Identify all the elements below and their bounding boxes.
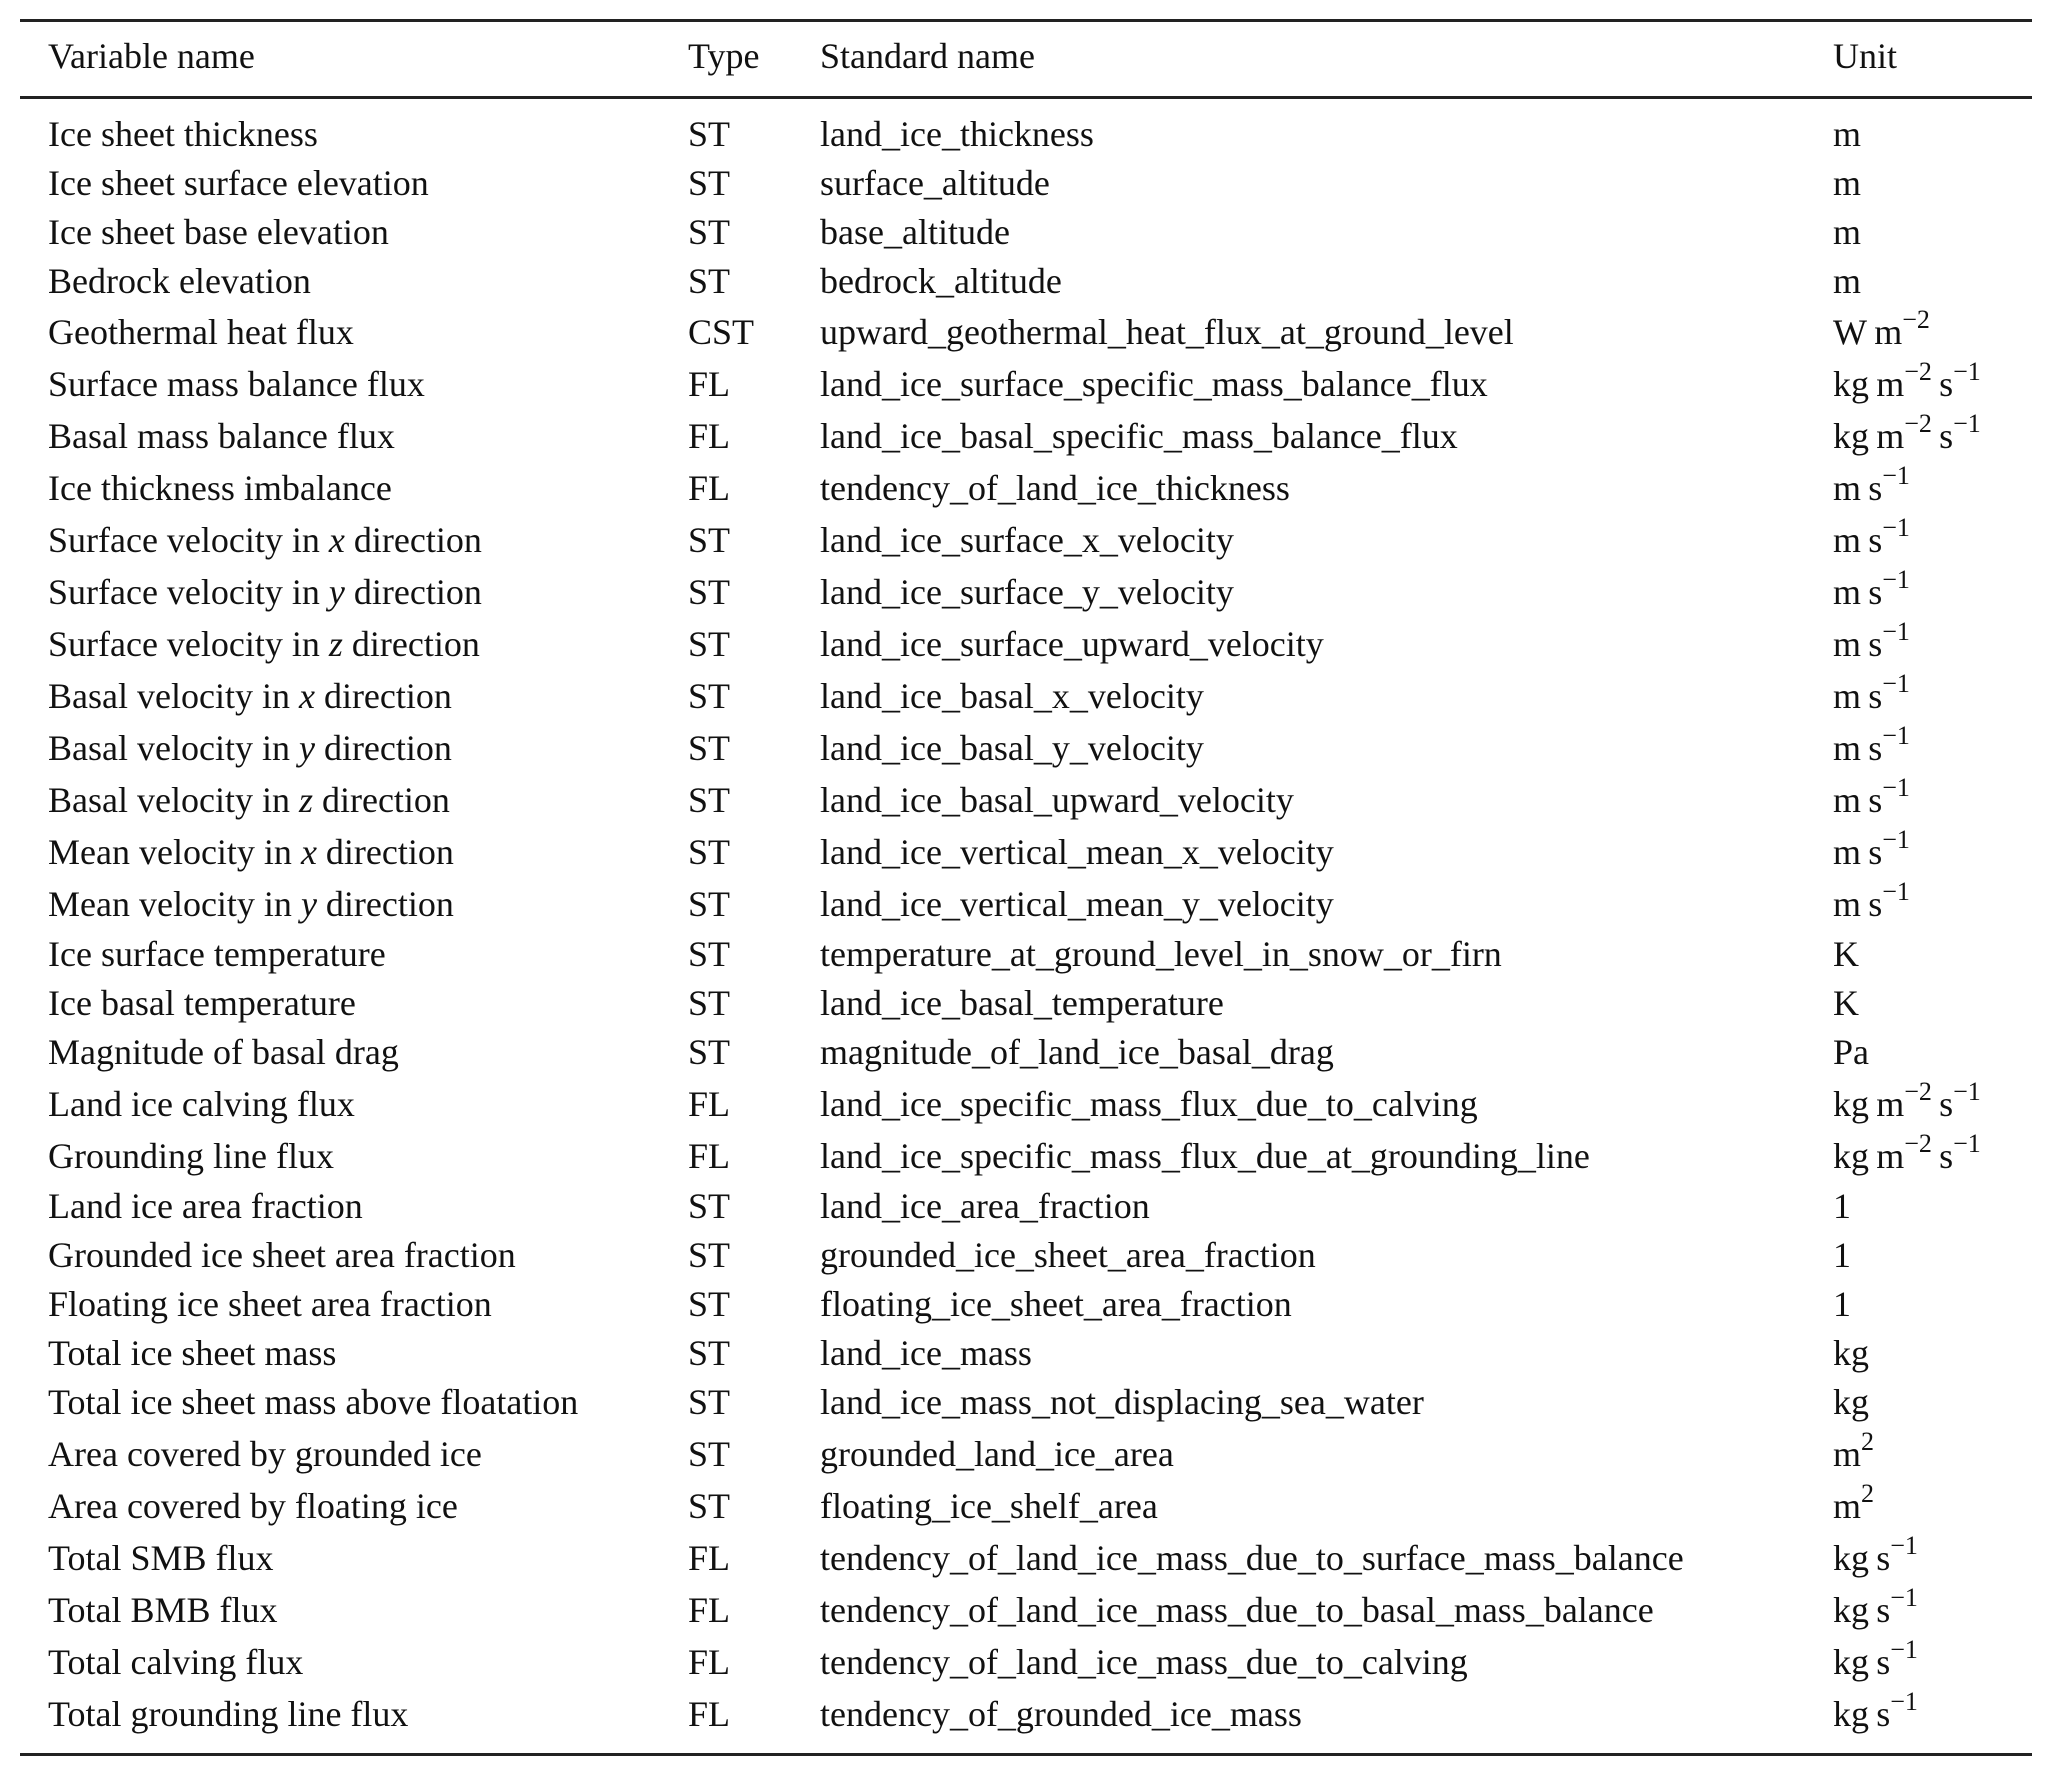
cell-standard-name: land_ice_area_fraction: [820, 1186, 1150, 1226]
cell-unit: m: [1833, 261, 1862, 301]
cell-variable-name: Mean velocity in x direction: [48, 832, 454, 872]
cell-unit: kg: [1833, 1333, 1869, 1373]
cell-type: ST: [688, 114, 731, 154]
cell-standard-name: land_ice_mass: [820, 1333, 1032, 1373]
cell-type: FL: [688, 364, 731, 404]
cell-standard-name: land_ice_thickness: [820, 114, 1094, 154]
cell-type: ST: [688, 1284, 731, 1324]
cell-unit: m $s^{-1}$: [1833, 513, 1910, 560]
cell-standard-name: land_ice_basal_upward_velocity: [820, 780, 1294, 820]
cell-unit: 1: [1833, 1235, 1851, 1275]
cell-type: FL: [688, 1084, 731, 1124]
cell-standard-name: land_ice_surface_x_velocity: [820, 520, 1234, 560]
cell-type: FL: [688, 1642, 731, 1682]
header-type: Type: [688, 36, 760, 76]
cell-standard-name: land_ice_basal_specific_mass_balance_flux: [820, 416, 1458, 456]
cell-unit: m $s^{-1}$: [1833, 877, 1910, 924]
cell-unit: m $s^{-1}$: [1833, 617, 1910, 664]
cell-type: ST: [688, 261, 731, 301]
cell-standard-name: magnitude_of_land_ice_basal_drag: [820, 1032, 1334, 1072]
cell-type: ST: [688, 728, 731, 768]
cell-standard-name: land_ice_basal_x_velocity: [820, 676, 1204, 716]
cell-standard-name: tendency_of_land_ice_thickness: [820, 468, 1290, 508]
cell-type: ST: [688, 520, 731, 560]
cell-type: ST: [688, 780, 731, 820]
cell-variable-name: Total ice sheet mass above floatation: [48, 1382, 579, 1422]
cell-standard-name: temperature_at_ground_level_in_snow_or_firn: [820, 934, 1502, 974]
cell-variable-name: Area covered by floating ice: [48, 1486, 458, 1526]
cell-type: FL: [688, 1694, 731, 1734]
cell-variable-name: Basal velocity in z direction: [48, 780, 450, 820]
header-variable-name: Variable name: [48, 36, 255, 76]
cell-variable-name: Surface mass balance flux: [48, 364, 425, 404]
cell-type: ST: [688, 1235, 731, 1275]
cell-unit: kg $s^{-1}$: [1833, 1687, 1918, 1734]
cell-type: ST: [688, 884, 731, 924]
cell-type: ST: [688, 934, 731, 974]
cell-variable-name: Ice basal temperature: [48, 983, 356, 1023]
cell-unit: m $s^{-1}$: [1833, 565, 1910, 612]
cell-variable-name: Area covered by grounded ice: [48, 1434, 482, 1474]
table-top-rule: [20, 19, 2032, 22]
cell-standard-name: floating_ice_sheet_area_fraction: [820, 1284, 1292, 1324]
cell-variable-name: Ice surface temperature: [48, 934, 386, 974]
cell-standard-name: base_altitude: [820, 212, 1010, 252]
cell-type: FL: [688, 416, 731, 456]
cell-standard-name: tendency_of_land_ice_mass_due_to_surface_mass_balance: [820, 1538, 1684, 1578]
cell-type: ST: [688, 624, 731, 664]
cell-standard-name: surface_altitude: [820, 163, 1050, 203]
cell-standard-name: grounded_ice_sheet_area_fraction: [820, 1235, 1316, 1275]
cell-unit: m: [1833, 212, 1862, 252]
cell-type: FL: [688, 1136, 731, 1176]
cell-standard-name: land_ice_vertical_mean_y_velocity: [820, 884, 1334, 924]
header-unit: Unit: [1833, 36, 1898, 76]
cell-standard-name: floating_ice_shelf_area: [820, 1486, 1158, 1526]
cell-variable-name: Grounded ice sheet area fraction: [48, 1235, 516, 1275]
cell-unit: m $s^{-1}$: [1833, 461, 1910, 508]
cell-variable-name: Geothermal heat flux: [48, 312, 354, 352]
cell-unit: 1: [1833, 1284, 1851, 1324]
cell-standard-name: bedrock_altitude: [820, 261, 1062, 301]
cell-unit: $m^2$: [1833, 1427, 1875, 1474]
cell-unit: m $s^{-1}$: [1833, 825, 1910, 872]
cell-unit: kg $m^{-2}$ $s^{-1}$: [1833, 409, 1981, 456]
cell-variable-name: Bedrock elevation: [48, 261, 311, 301]
cell-standard-name: tendency_of_land_ice_mass_due_to_calving: [820, 1642, 1468, 1682]
cell-type: ST: [688, 1434, 731, 1474]
cell-variable-name: Magnitude of basal drag: [48, 1032, 399, 1072]
cell-type: ST: [688, 163, 731, 203]
cell-unit: m $s^{-1}$: [1833, 669, 1910, 716]
cell-standard-name: upward_geothermal_heat_flux_at_ground_level: [820, 312, 1514, 352]
cell-unit: m $s^{-1}$: [1833, 721, 1910, 768]
cell-type: ST: [688, 983, 731, 1023]
cell-standard-name: land_ice_basal_y_velocity: [820, 728, 1204, 768]
cell-unit: Pa: [1833, 1032, 1869, 1072]
cell-variable-name: Surface velocity in x direction: [48, 520, 482, 560]
cell-unit: kg $m^{-2}$ $s^{-1}$: [1833, 1077, 1981, 1124]
header-standard-name: Standard name: [820, 36, 1035, 76]
cell-standard-name: land_ice_mass_not_displacing_sea_water: [820, 1382, 1424, 1422]
cell-type: ST: [688, 212, 731, 252]
cell-variable-name: Total calving flux: [48, 1642, 304, 1682]
cell-variable-name: Ice sheet surface elevation: [48, 163, 429, 203]
cell-variable-name: Mean velocity in y direction: [48, 884, 454, 924]
cell-type: ST: [688, 1032, 731, 1072]
cell-unit: kg $m^{-2}$ $s^{-1}$: [1833, 357, 1981, 404]
cell-unit: K: [1833, 983, 1859, 1023]
cell-variable-name: Ice thickness imbalance: [48, 468, 392, 508]
table-bottom-rule: [20, 1753, 2032, 1756]
cell-unit: $m^2$: [1833, 1479, 1875, 1526]
cell-standard-name: land_ice_surface_upward_velocity: [820, 624, 1324, 664]
cell-standard-name: land_ice_surface_y_velocity: [820, 572, 1234, 612]
cell-unit: W $m^{-2}$: [1833, 305, 1930, 352]
cell-variable-name: Surface velocity in y direction: [48, 572, 482, 612]
cell-variable-name: Land ice area fraction: [48, 1186, 363, 1226]
cell-unit: kg $s^{-1}$: [1833, 1531, 1918, 1578]
cell-type: CST: [688, 312, 755, 352]
cell-type: ST: [688, 832, 731, 872]
cell-variable-name: Total SMB flux: [48, 1538, 274, 1578]
cell-standard-name: land_ice_basal_temperature: [820, 983, 1224, 1023]
cell-standard-name: tendency_of_grounded_ice_mass: [820, 1694, 1302, 1734]
cell-variable-name: Land ice calving flux: [48, 1084, 355, 1124]
cell-unit: kg: [1833, 1382, 1869, 1422]
cell-standard-name: grounded_land_ice_area: [820, 1434, 1174, 1474]
cell-variable-name: Basal velocity in y direction: [48, 728, 452, 768]
cell-standard-name: tendency_of_land_ice_mass_due_to_basal_mass_balance: [820, 1590, 1654, 1630]
cell-variable-name: Total BMB flux: [48, 1590, 278, 1630]
cell-variable-name: Ice sheet thickness: [48, 114, 318, 154]
cell-variable-name: Floating ice sheet area fraction: [48, 1284, 492, 1324]
cell-type: FL: [688, 1538, 731, 1578]
cell-type: ST: [688, 1486, 731, 1526]
cell-type: FL: [688, 1590, 731, 1630]
cell-unit: kg $s^{-1}$: [1833, 1583, 1918, 1630]
cell-type: ST: [688, 1382, 731, 1422]
table-header-rule: [20, 96, 2032, 99]
cell-variable-name: Basal velocity in x direction: [48, 676, 452, 716]
cell-unit: kg $s^{-1}$: [1833, 1635, 1918, 1682]
cell-unit: m: [1833, 163, 1862, 203]
cell-unit: 1: [1833, 1186, 1851, 1226]
cell-variable-name: Grounding line flux: [48, 1136, 334, 1176]
cell-standard-name: land_ice_specific_mass_flux_due_to_calving: [820, 1084, 1478, 1124]
cell-unit: m $s^{-1}$: [1833, 773, 1910, 820]
cell-variable-name: Ice sheet base elevation: [48, 212, 389, 252]
cell-unit: K: [1833, 934, 1859, 974]
cell-variable-name: Basal mass balance flux: [48, 416, 395, 456]
cell-standard-name: land_ice_vertical_mean_x_velocity: [820, 832, 1334, 872]
cell-unit: kg $m^{-2}$ $s^{-1}$: [1833, 1129, 1981, 1176]
cell-type: FL: [688, 468, 731, 508]
cell-variable-name: Total ice sheet mass: [48, 1333, 337, 1373]
cell-type: ST: [688, 1333, 731, 1373]
cell-unit: m: [1833, 114, 1862, 154]
cell-type: ST: [688, 1186, 731, 1226]
cell-standard-name: land_ice_surface_specific_mass_balance_flux: [820, 364, 1488, 404]
cell-standard-name: land_ice_specific_mass_flux_due_at_grounding_line: [820, 1136, 1590, 1176]
cell-type: ST: [688, 676, 731, 716]
cell-variable-name: Surface velocity in z direction: [48, 624, 480, 664]
cell-type: ST: [688, 572, 731, 612]
cell-variable-name: Total grounding line flux: [48, 1694, 409, 1734]
